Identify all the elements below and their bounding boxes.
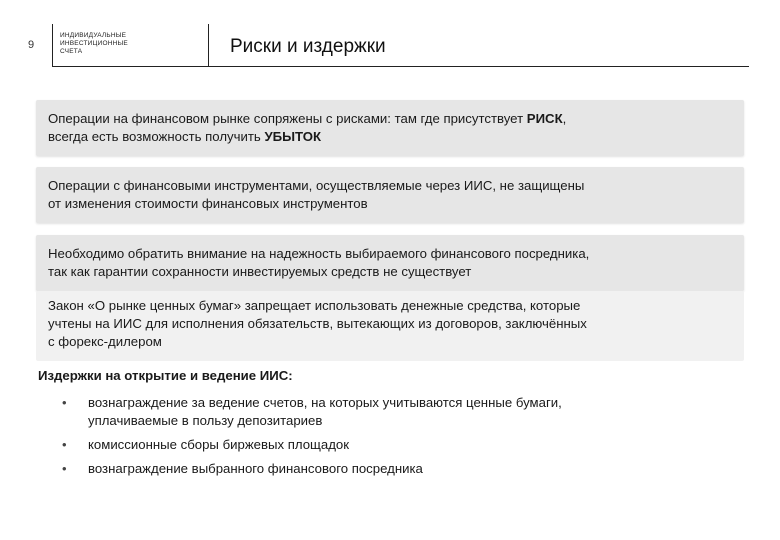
risk-box-line: Закон «О рынке ценных бумаг» запрещает использовать денежные средства, которые [48, 298, 581, 313]
header-divider-left [52, 24, 53, 66]
costs-list [62, 394, 732, 484]
risk-box-line: с форекс-дилером [48, 334, 162, 349]
risk-box-line [48, 110, 732, 128]
risk-box-line: Необходимо обратить внимание на надежность выбираемого финансового посредника, [48, 246, 590, 261]
bullet-icon: • [62, 395, 67, 410]
list-item [62, 394, 732, 430]
page-number: 9 [28, 39, 35, 51]
bullet-icon: • [62, 461, 67, 476]
header-rule [52, 66, 749, 67]
risk-box-line [48, 128, 732, 146]
brand-line: СЧЕТА [60, 48, 83, 55]
list-item-line: вознаграждение за ведение счетов, на которых учитываются ценные бумаги, [88, 395, 562, 410]
brand-line: ИНВЕСТИЦИОННЫЕ [60, 40, 128, 47]
risk-box-line: от изменения стоимости финансовых инструментов [48, 196, 368, 211]
risk-box-line: так как гарантии сохранности инвестируемых средств не существует [48, 264, 472, 279]
risk-box-line: учтены на ИИС для исполнения обязательств, вытекающих из договоров, заключённых [48, 316, 587, 331]
list-item-line: уплачиваемые в пользу депозитариев [88, 413, 323, 428]
text-segment: Операции на финансовом рынке сопряжены с рисками: там где присутствует [48, 111, 527, 126]
risk-box-line: Операции с финансовыми инструментами, осуществляемые через ИИС, не защищены [48, 178, 585, 193]
page-title: Риски и издержки [230, 36, 386, 57]
list-item-line: вознаграждение выбранного финансового посредника [88, 461, 423, 476]
list-item [62, 436, 732, 454]
list-item [62, 460, 732, 478]
emphasis-loss: УБЫТОК [264, 129, 322, 144]
list-item-line: комиссионные сборы биржевых площадок [88, 437, 350, 452]
brand-line: ИНДИВИДУАЛЬНЫЕ [60, 32, 127, 39]
brand-label [60, 32, 128, 56]
risk-box-1 [36, 100, 744, 156]
risk-box-3 [36, 235, 744, 291]
bullet-icon: • [62, 437, 67, 452]
text-segment: всегда есть возможность получить [48, 129, 265, 144]
emphasis-risk: РИСК [526, 111, 563, 126]
risk-box-2 [36, 167, 744, 223]
risk-box-4 [36, 291, 744, 361]
text-segment: , [562, 111, 567, 126]
costs-heading: Издержки на открытие и ведение ИИС: [38, 368, 293, 383]
header-divider-mid [208, 24, 209, 66]
